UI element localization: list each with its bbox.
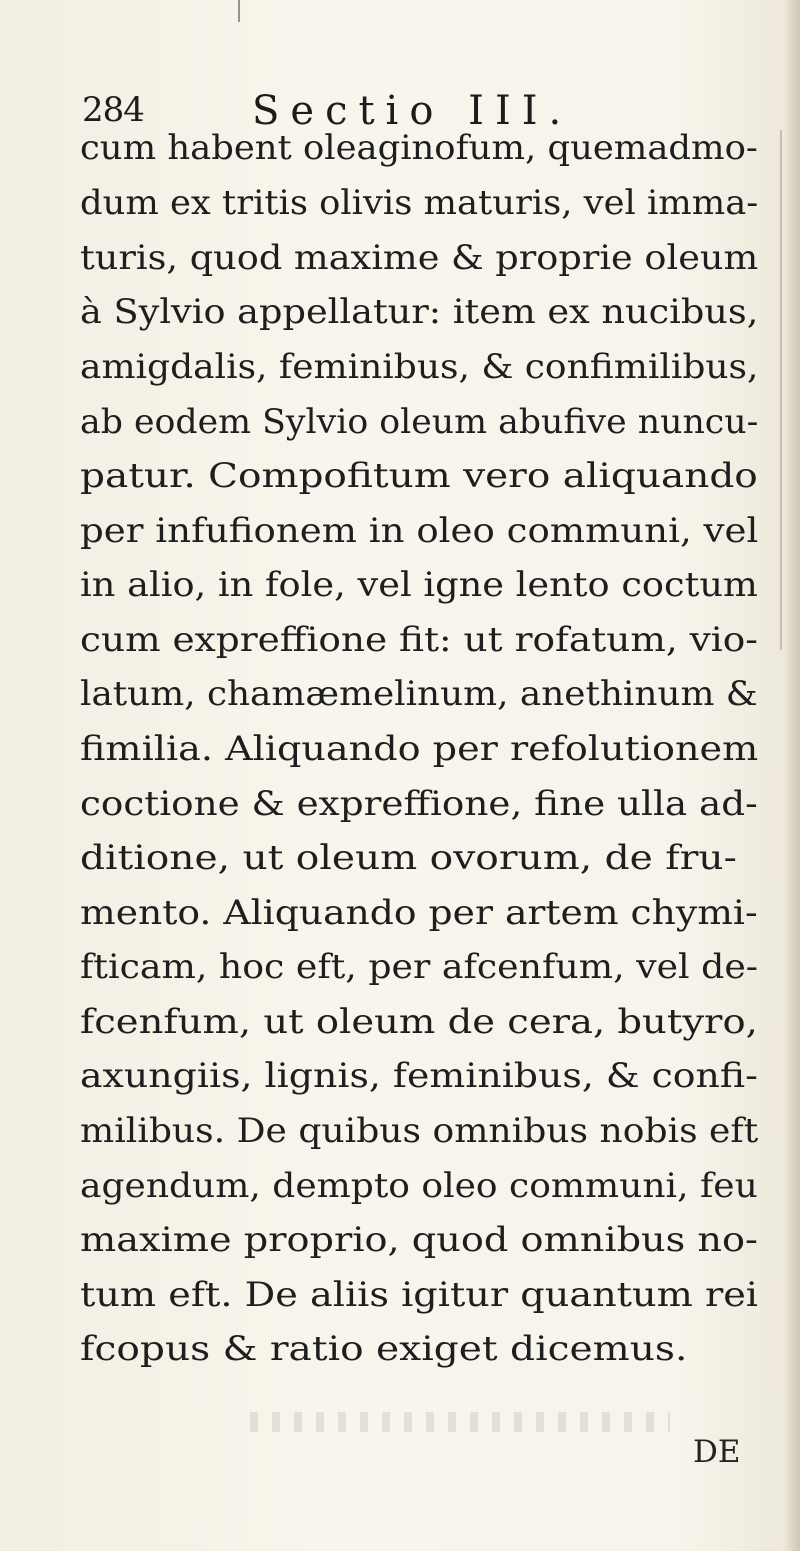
text-line: fcopus & ratio exiget dicemus.: [80, 1329, 688, 1369]
text-line: amigdalis, feminibus, & confimilibus,: [80, 347, 759, 387]
text-line: turis, quod maxime & proprie oleum: [80, 238, 759, 278]
text-line: fticam, hoc eft, per afcenfum, vel de-: [80, 947, 759, 987]
text-line: agendum, dempto oleo communi, feu: [80, 1166, 758, 1206]
text-line: per infufionem in oleo communi, vel: [80, 511, 759, 551]
text-line: fimilia. Aliquando per refolutionem: [80, 729, 759, 769]
text-line: axungiis, lignis, feminibus, & confi-: [80, 1056, 758, 1096]
page-edge-shadow: [784, 0, 800, 1551]
text-line: ab eodem Sylvio oleum abufive nuncu-: [80, 402, 759, 442]
running-head: Sectio III.: [252, 88, 573, 134]
show-through: [250, 1412, 670, 1432]
text-line: latum, chamæmelinum, anethinum &: [80, 674, 758, 714]
text-line: tum eft. De aliis igitur quantum rei: [80, 1275, 759, 1315]
top-mark: [238, 0, 240, 22]
text-line: fcenfum, ut oleum de cera, butyro,: [80, 1002, 758, 1042]
text-line: maxime proprio, quod omnibus no-: [80, 1220, 758, 1260]
text-line: à Sylvio appellatur: item ex nucibus,: [80, 292, 759, 332]
text-line: cum expreffione fit: ut rofatum, vio-: [80, 620, 758, 660]
page-number: 284: [82, 90, 144, 130]
text-line: coctione & expreffione, fine ulla ad-: [80, 784, 758, 824]
page-edge-line: [780, 130, 782, 650]
text-line: in alio, in fole, vel igne lento coctum: [80, 565, 758, 605]
text-line: mento. Aliquando per artem chymi-: [80, 893, 758, 933]
text-line: ditione, ut oleum ovorum, de fru-: [80, 838, 737, 878]
text-line: patur. Compofitum vero aliquando: [80, 456, 758, 496]
text-line: dum ex tritis olivis maturis, vel imma-: [80, 183, 759, 223]
catchword: DE: [693, 1434, 741, 1470]
text-line: cum habent oleaginofum, quemadmo-: [80, 128, 758, 168]
text-line: milibus. De quibus omnibus nobis eft: [80, 1111, 759, 1151]
